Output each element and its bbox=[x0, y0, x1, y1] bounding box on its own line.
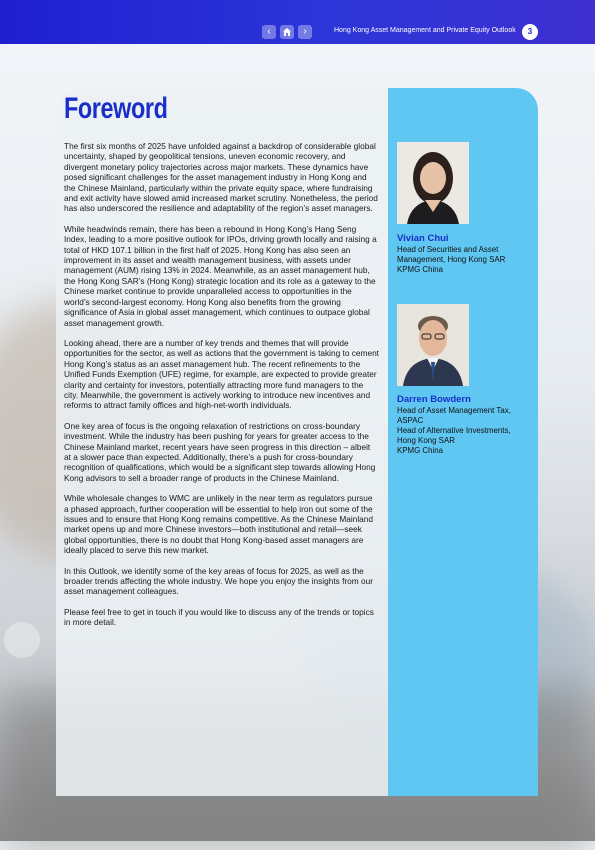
bank-pillar-icon bbox=[4, 622, 40, 658]
portrait-man bbox=[397, 304, 469, 386]
page-title: Foreword bbox=[64, 92, 168, 125]
contact-name: Darren Bowdern bbox=[397, 394, 471, 405]
role-line: KPMG China bbox=[397, 265, 444, 274]
paragraph: One key area of focus is the ongoing relaxation of restrictions on cross-boundary investment. While the industry has been pushing for years for greater access to the Chinese Mainland market, recent years have seen progress in this direction – albeit at a slower pace than expected. Additionally, there’s a push for cross-boundary recognition of qualifications, which would be a significant step towards allowing Hong Kong advisors to sell a broader range of products in the Chinese Mainland. bbox=[64, 420, 376, 483]
paragraph: In this Outlook, we identify some of the key areas of focus for 2025, as well as the broader trends affecting the whole industry. We hope you enjoy the insights from our asset management colleagues. bbox=[64, 565, 374, 597]
contact-role bbox=[397, 245, 539, 275]
role-line: Head of Alternative Investments, bbox=[397, 426, 511, 435]
role-line: Head of Securities and Asset bbox=[397, 245, 499, 254]
chevron-left-icon[interactable]: ‹ bbox=[262, 25, 276, 39]
role-line: KPMG China bbox=[397, 446, 444, 455]
contact-name: Vivian Chui bbox=[397, 233, 449, 244]
portrait-woman bbox=[397, 142, 469, 224]
role-line: ASPAC bbox=[397, 416, 424, 425]
home-icon[interactable] bbox=[280, 25, 294, 39]
role-line: Head of Asset Management Tax, bbox=[397, 406, 511, 415]
paragraph: While headwinds remain, there has been a rebound in Hong Kong’s Hang Seng Index, leading to a more positive outlook for IPOs, driving growth locally and raising a total of HKD 107.1 billion in the first half of 2025. Hong Kong has also seen an improvement in its asset and wealth management business, with assets under management (AUM) rising 13% in 2024. Meanwhile, as an asset management hub, the Hong Kong SAR’s (Hong Kong) strategic location and its role as a gateway to the Chinese market continue to provide unparalleled access to opportunities in the world’s second-largest economy. Hong Kong also benefits from the growing significance of Asia in global asset management, which continues to outpace global asset management growth. bbox=[64, 223, 377, 328]
home-icon-glyph bbox=[280, 25, 294, 39]
foreword-body bbox=[64, 141, 379, 638]
paragraph: Looking ahead, there are a number of key trends and themes that will provide opportunities for the sector, as well as actions that the government is taking to cement Hong Kong’s status as an asset management hub. The recent refinements to the Unified Funds Exemption (UFE) regime, for example, are expected to provide greater clarity and certainty for investors, potentially attracting more fund managers to the city. Meanwhile, the government is actively working to introduce new incentives and reforms to attract family offices and high-net-worth individuals. bbox=[64, 337, 379, 411]
contact-role bbox=[397, 406, 539, 456]
contact-photo bbox=[397, 142, 469, 224]
chevron-right-icon[interactable]: › bbox=[298, 25, 312, 39]
paragraph: While wholesale changes to WMC are unlikely in the near term as regulators pursue a phased approach, further cooperation will be essential to help iron out some of the issues and to ensure that Hong Kong remains competitive. As the Chinese Mainland market opens up and more Chinese investors—both institutional and retail—seek global opportunities, there is no doubt that Hong Kong-based asset managers are ideally placed to serve this new market. bbox=[64, 493, 374, 556]
page-number-badge: 3 bbox=[522, 24, 538, 40]
paragraph: The first six months of 2025 have unfolded against a backdrop of considerable global uncertainty, shaped by geopolitical tensions, uneven economic recovery, and divergent monetary policy trajectories across major markets. These dynamics have posed significant challenges for the asset management industry in Hong Kong and the Chinese Mainland, particularly within the private equity space, where fundraising and exit activity have slowed amid increased market scrutiny. Nonetheless, the period has also underscored the resilience and adaptability of the region’s asset managers. bbox=[64, 141, 378, 214]
role-line: Management, Hong Kong SAR bbox=[397, 255, 506, 264]
contact-photo bbox=[397, 304, 469, 386]
top-navigation-bar bbox=[0, 0, 595, 44]
role-line: Hong Kong SAR bbox=[397, 436, 455, 445]
document-title: Hong Kong Asset Management and Private Equity Outlook bbox=[334, 27, 516, 34]
paragraph: Please feel free to get in touch if you would like to discuss any of the trends or topics in more detail. bbox=[64, 606, 374, 628]
